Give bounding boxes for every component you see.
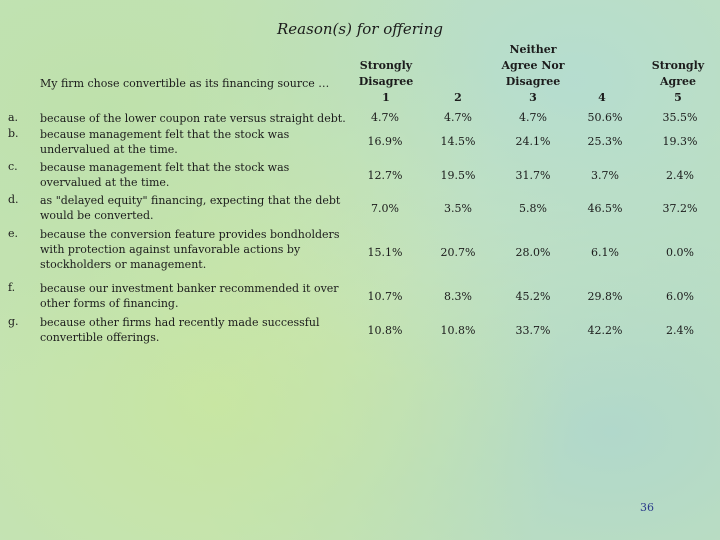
cell: 4.7% — [444, 111, 472, 124]
col-header-3 — [498, 42, 568, 106]
cell: 10.8% — [367, 324, 403, 337]
cell: 29.8% — [587, 290, 623, 303]
row-text: because management felt that the stock was overvalued at the time. — [40, 161, 290, 189]
cell: 42.2% — [587, 324, 623, 337]
cell: 35.5% — [662, 111, 698, 124]
cell: 15.1% — [367, 246, 403, 259]
row-text: because other firms had recently made successful convertible offerings. — [40, 316, 320, 344]
row-text: because the conversion feature provides bondholders with protection against unfavorable actions by stockholders or management. — [40, 228, 340, 271]
cell: 4.7% — [371, 111, 399, 124]
cell: 31.7% — [515, 169, 551, 182]
col-header-2 — [428, 90, 488, 106]
cell: 45.2% — [515, 290, 551, 303]
cell: 3.5% — [444, 202, 472, 215]
cell: 20.7% — [440, 246, 476, 259]
col-header-num: 1 — [382, 91, 390, 104]
col-header-num: 5 — [674, 91, 682, 104]
row-text: because of the lower coupon rate versus straight debt. — [40, 112, 346, 125]
cell: 6.0% — [666, 290, 694, 303]
row-letter: a. — [8, 111, 19, 124]
col-header-num: 4 — [598, 91, 606, 104]
table-intro: My firm chose convertible as its financing source … — [40, 77, 330, 90]
cell: 24.1% — [515, 135, 551, 148]
col-header-num: 3 — [529, 91, 537, 104]
cell: 25.3% — [587, 135, 623, 148]
cell: 0.0% — [666, 246, 694, 259]
cell: 33.7% — [515, 324, 551, 337]
cell: 19.5% — [440, 169, 476, 182]
row-letter: e. — [8, 227, 19, 240]
cell: 50.6% — [587, 111, 623, 124]
col-header-1 — [350, 58, 422, 106]
cell: 14.5% — [440, 135, 476, 148]
cell: 2.4% — [666, 324, 694, 337]
page-number: 36 — [640, 501, 654, 514]
col-header-5 — [640, 58, 716, 106]
cell: 7.0% — [371, 202, 399, 215]
row-letter: f. — [8, 281, 16, 294]
cell: 28.0% — [515, 246, 551, 259]
row-letter: b. — [8, 127, 19, 140]
col-header-label: Neither Agree Nor Disagree — [501, 43, 565, 88]
cell: 4.7% — [519, 111, 547, 124]
cell: 12.7% — [367, 169, 403, 182]
row-letter: g. — [8, 315, 19, 328]
row-letter: d. — [8, 193, 19, 206]
row-text: because our investment banker recommended it over other forms of financing. — [40, 282, 339, 310]
col-header-label: Strongly Agree — [651, 59, 705, 88]
cell: 5.8% — [519, 202, 547, 215]
row-text: because management felt that the stock was undervalued at the time. — [40, 128, 290, 156]
cell: 19.3% — [662, 135, 698, 148]
slide-title: Reason(s) for offering — [277, 20, 443, 38]
col-header-num: 2 — [454, 91, 462, 104]
row-text: as "delayed equity" financing, expecting that the debt would be converted. — [40, 194, 341, 222]
cell: 37.2% — [662, 202, 698, 215]
row-letter: c. — [8, 160, 18, 173]
cell: 10.7% — [367, 290, 403, 303]
cell: 8.3% — [444, 290, 472, 303]
col-header-4 — [572, 90, 632, 106]
cell: 10.8% — [440, 324, 476, 337]
col-header-label: Strongly Disagree — [358, 59, 414, 88]
cell: 3.7% — [591, 169, 619, 182]
cell: 2.4% — [666, 169, 694, 182]
cell: 16.9% — [367, 135, 403, 148]
cell: 6.1% — [591, 246, 619, 259]
cell: 46.5% — [587, 202, 623, 215]
